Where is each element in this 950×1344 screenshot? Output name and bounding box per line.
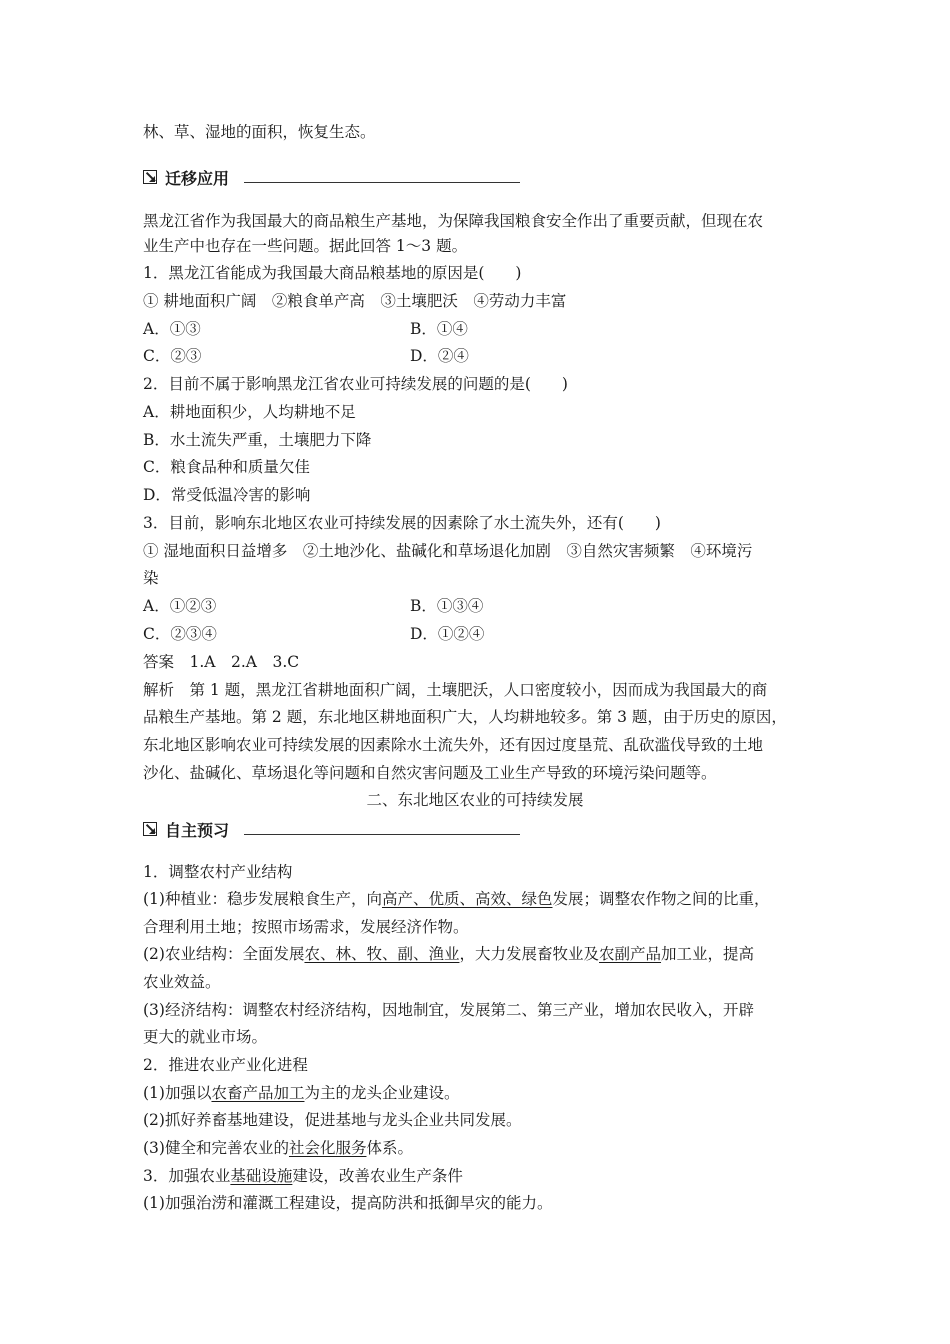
arrow-box-icon xyxy=(143,170,157,184)
text-line: 业生产中也存在一些问题。据此回答 1～3 题。 xyxy=(143,237,468,255)
fill-in-answer: 农副产品 xyxy=(599,945,662,963)
section-header-transfer xyxy=(143,166,229,188)
analysis-line: 沙化、盐碱化、草场退化等问题和自然灾害问题及工业生产导致的环境污染问题等。 xyxy=(143,764,717,782)
option-b: B．①③④ xyxy=(410,597,484,615)
option-c: C．②③ xyxy=(143,347,202,365)
section-header-preview xyxy=(143,818,229,840)
option-c: C．②③④ xyxy=(143,625,217,643)
text-line: (2)农业结构：全面发展农、林、牧、副、渔业，大力发展畜牧业及农副产品加工业，提高 xyxy=(143,945,755,963)
text-line: 黑龙江省作为我国最大的商品粮生产基地，为保障我国粮食安全作出了重要贡献，但现在农 xyxy=(143,212,764,230)
point-heading: 2．推进农业产业化进程 xyxy=(143,1056,308,1074)
arrow-box-icon xyxy=(143,822,157,836)
text-line: 农业效益。 xyxy=(143,973,221,991)
fill-in-answer: 社会化服务 xyxy=(288,1139,367,1157)
section-title: 自主预习 xyxy=(165,820,230,840)
fill-in-answer: 农畜产品加工 xyxy=(211,1084,305,1102)
fill-in-answer: 高产、优质、高效、绿色 xyxy=(381,890,553,908)
question-items: ① 湿地面积日益增多 ②土地沙化、盐碱化和草场退化加剧 ③自然灾害频繁 ④环境污 xyxy=(143,542,753,560)
question-2: 2．目前不属于影响黑龙江省农业可持续发展的问题的是( ) xyxy=(143,375,568,393)
point-heading: 3．加强农业基础设施建设，改善农业生产条件 xyxy=(143,1167,463,1185)
text-line: 林、草、湿地的面积，恢复生态。 xyxy=(143,123,376,141)
question-3: 3．目前，影响东北地区农业可持续发展的因素除了水土流失外，还有( ) xyxy=(143,514,661,532)
text-line: (2)抓好养畜基地建设，促进基地与龙头企业共同发展。 xyxy=(143,1111,522,1129)
analysis-line: 品粮生产基地。第 2 题，东北地区耕地面积广大，人均耕地较多。第 3 题，由于历史的原因， xyxy=(143,708,787,726)
question-items: 染 xyxy=(143,569,159,587)
answer-line: 答案 1.A 2.A 3.C xyxy=(143,653,300,671)
option-d: D．①②④ xyxy=(410,625,485,643)
text-line: (1)种植业：稳步发展粮食生产，向高产、优质、高效、绿色发展；调整农作物之间的比重， xyxy=(143,890,770,908)
section-rule xyxy=(244,834,520,835)
question-items: ① 耕地面积广阔 ②粮食单产高 ③土壤肥沃 ④劳动力丰富 xyxy=(143,292,567,310)
section-heading: 二、东北地区农业的可持续发展 xyxy=(366,791,584,809)
fill-in-answer: 农、林、牧、副、渔业 xyxy=(304,945,460,963)
option-c: C．粮食品种和质量欠佳 xyxy=(143,458,310,476)
text-line: 合理利用土地；按照市场需求，发展经济作物。 xyxy=(143,918,469,936)
analysis-line: 东北地区影响农业可持续发展的因素除水土流失外，还有因过度垦荒、乱砍滥伐导致的土地 xyxy=(143,736,764,754)
analysis-line: 解析 第 1 题，黑龙江省耕地面积广阔，土壤肥沃，人口密度较小，因而成为我国最大的商 xyxy=(143,681,768,699)
section-title: 迁移应用 xyxy=(165,168,230,188)
text-line: (1)加强以农畜产品加工为主的龙头企业建设。 xyxy=(143,1084,460,1102)
text-line: (1)加强治涝和灌溉工程建设，提高防洪和抵御旱灾的能力。 xyxy=(143,1194,553,1212)
section-rule xyxy=(244,182,520,183)
fill-in-answer: 基础设施 xyxy=(230,1167,293,1185)
text-line: (3)健全和完善农业的社会化服务体系。 xyxy=(143,1139,413,1157)
option-b: B．①④ xyxy=(410,320,468,338)
text-line: (3)经济结构：调整农村经济结构，因地制宜，发展第二、第三产业，增加农民收入，开辟 xyxy=(143,1001,754,1019)
option-a: A．耕地面积少，人均耕地不足 xyxy=(143,403,356,421)
option-d: D．常受低温冷害的影响 xyxy=(143,486,311,504)
question-1: 1．黑龙江省能成为我国最大商品粮基地的原因是( ) xyxy=(143,264,522,282)
option-a: A．①③ xyxy=(143,320,201,338)
option-b: B．水土流失严重，土壤肥力下降 xyxy=(143,431,372,449)
option-a: A．①②③ xyxy=(143,597,217,615)
text-line: 更大的就业市场。 xyxy=(143,1028,268,1046)
point-heading: 1．调整农村产业结构 xyxy=(143,863,293,881)
option-d: D．②④ xyxy=(410,347,469,365)
